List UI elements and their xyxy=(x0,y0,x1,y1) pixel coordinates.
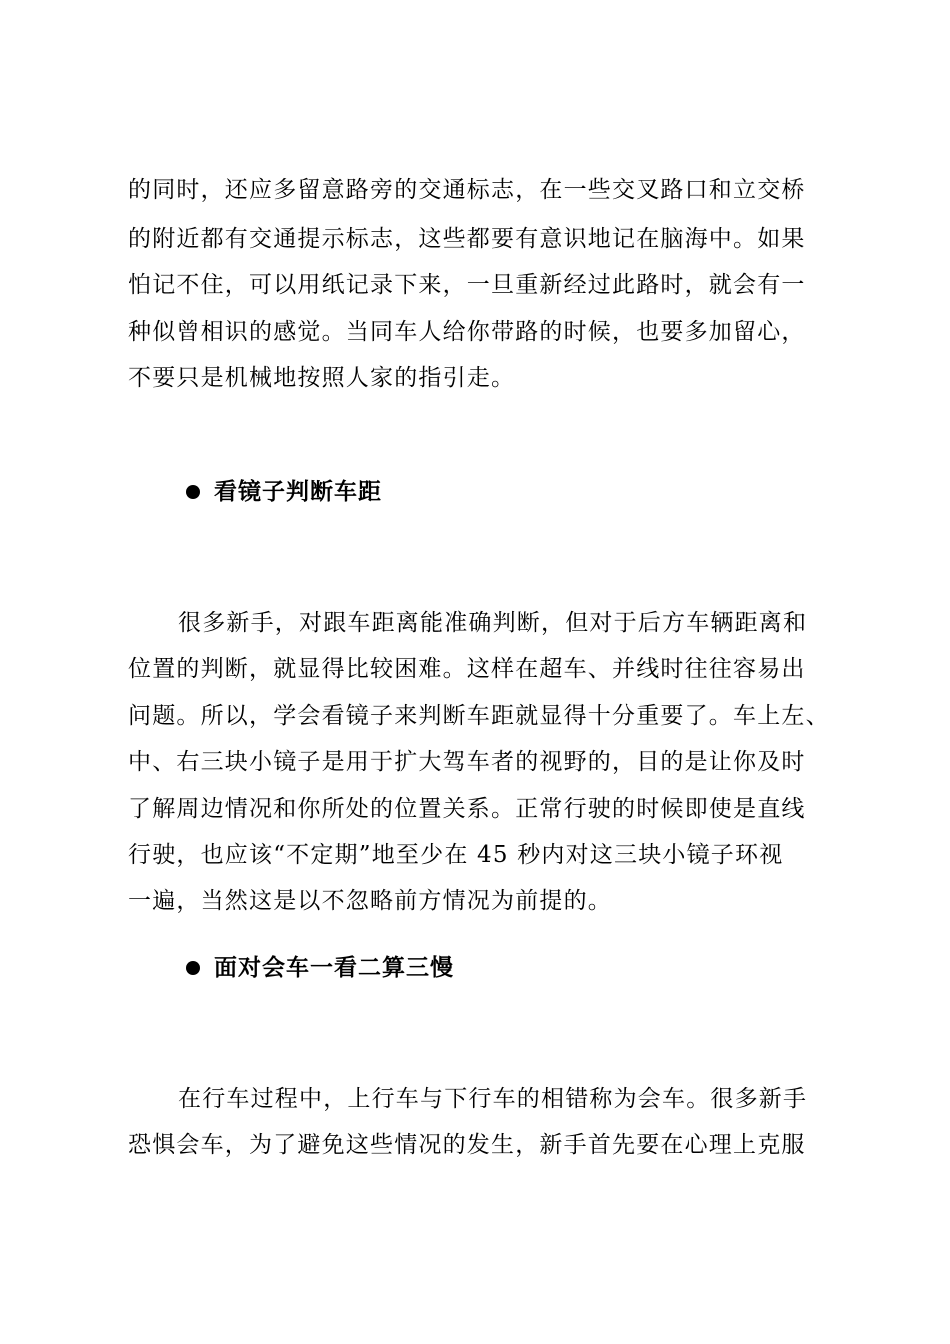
paragraph-2-line-1: 很多新手，对跟车距离能准确判断，但对于后方车辆距离和 xyxy=(178,610,808,636)
paragraph-2-line-4: 中、右三块小镜子是用于扩大驾车者的视野的，目的是让你及时 xyxy=(128,749,806,775)
section-heading-text: 看镜子判断车距 xyxy=(214,479,382,505)
section-heading-text: 面对会车一看二算三慢 xyxy=(214,955,454,981)
paragraph-3-line-1: 在行车过程中，上行车与下行车的相错称为会车。很多新手 xyxy=(178,1086,808,1112)
paragraph-2-line-5: 了解周边情况和你所处的位置关系。正常行驶的时候即使是直线 xyxy=(128,796,806,822)
paragraph-3-line-2: 恐惧会车，为了避免这些情况的发生，新手首先要在心理上克服 xyxy=(128,1132,806,1158)
paragraph-2-line-3: 问题。所以，学会看镜子来判断车距就显得十分重要了。车上左、 xyxy=(128,703,830,729)
paragraph-1-line-3: 怕记不住，可以用纸记录下来，一旦重新经过此路时，就会有一 xyxy=(128,272,806,298)
bullet-icon xyxy=(186,485,200,499)
paragraph-2-line-2: 位置的判断，就显得比较困难。这样在超车、并线时往往容易出 xyxy=(128,656,806,682)
paragraph-2-line-7: 一遍，当然这是以不忽略前方情况为前提的。 xyxy=(128,888,612,914)
section-heading-mirror-distance xyxy=(186,477,382,507)
paragraph-1-line-2: 的附近都有交通提示标志，这些都要有意识地记在脑海中。如果 xyxy=(128,226,806,252)
bullet-icon xyxy=(186,961,200,975)
section-heading-oncoming-traffic xyxy=(186,953,454,983)
paragraph-1-line-4: 种似曾相识的感觉。当同车人给你带路的时候，也要多加留心， xyxy=(128,319,806,345)
paragraph-2-line-6: 行驶，也应该“不定期”地至少在 45 秒内对这三块小镜子环视 xyxy=(128,842,784,868)
paragraph-1-line-1: 的同时，还应多留意路旁的交通标志，在一些交叉路口和立交桥 xyxy=(128,177,806,203)
paragraph-1-line-5: 不要只是机械地按照人家的指引走。 xyxy=(128,365,516,391)
